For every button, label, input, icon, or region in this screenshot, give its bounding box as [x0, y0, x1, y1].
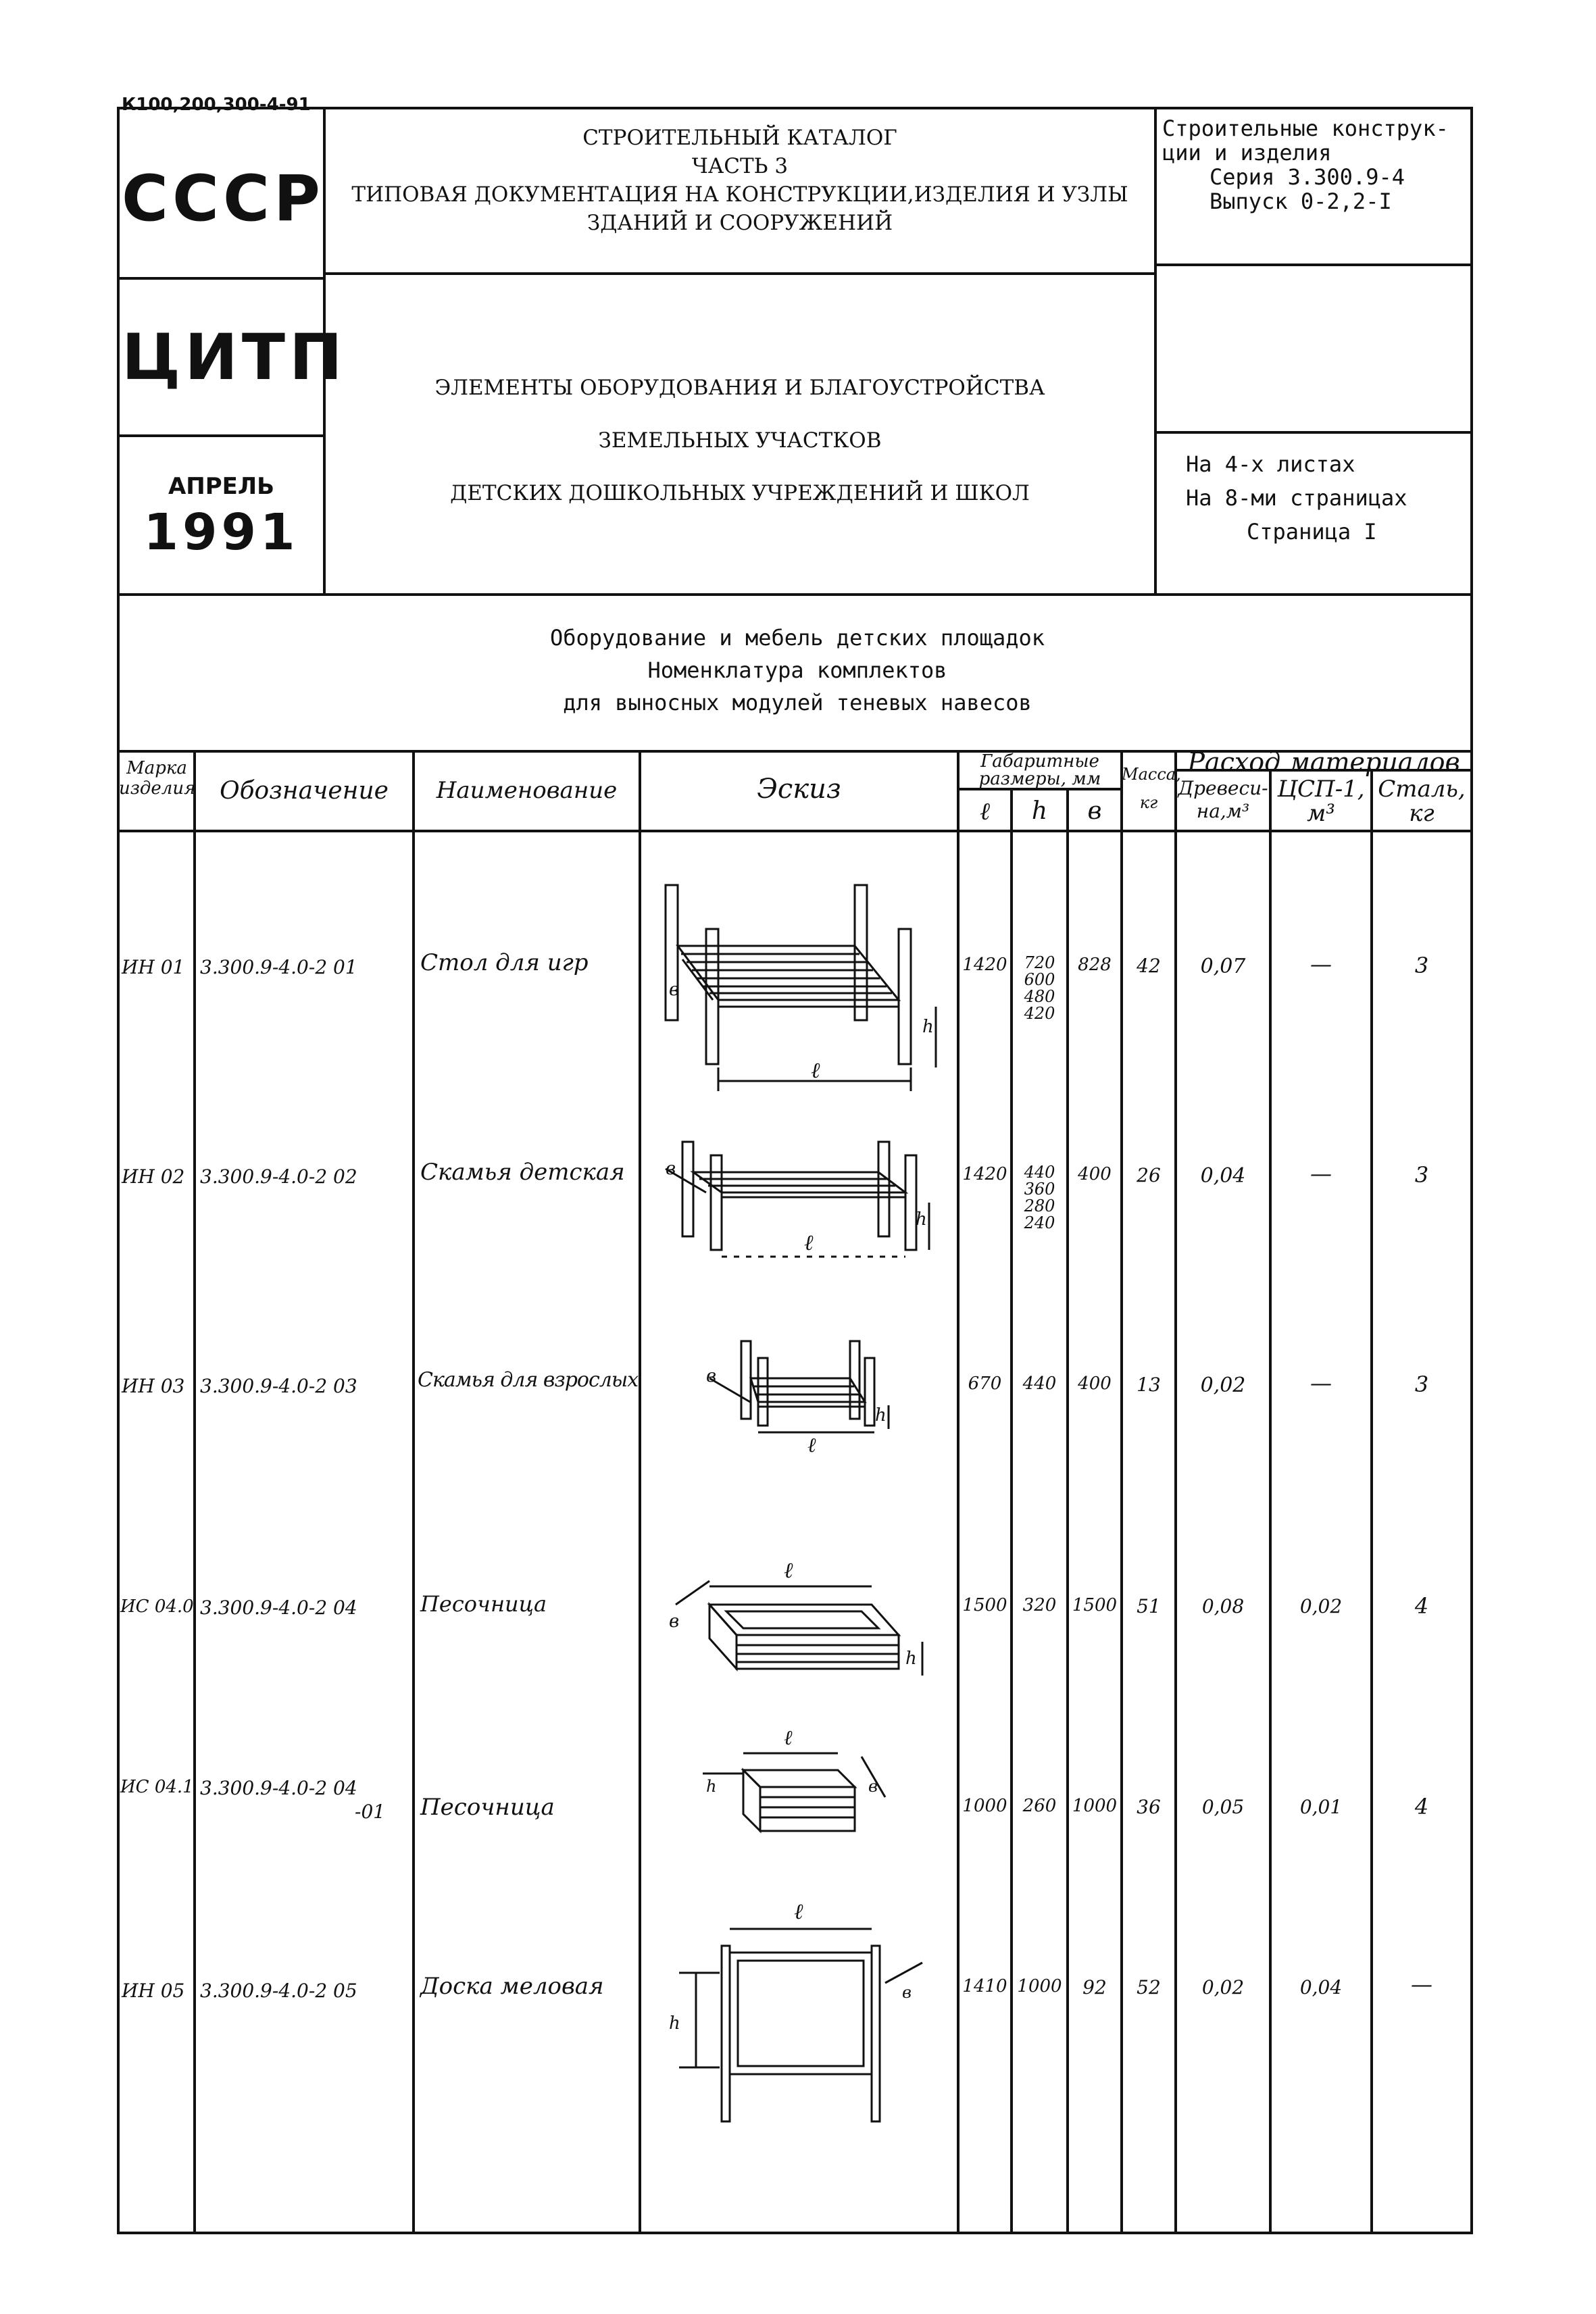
row-csp: 0,04 [1299, 1976, 1343, 1998]
catalog-line-4: ЗДАНИЙ И СООРУЖЕНИЙ [587, 211, 893, 235]
month-label: АПРЕЛЬ [168, 473, 275, 500]
sketch-label-b: в [666, 1159, 676, 1179]
row-h-value: 1000 [1017, 1976, 1062, 1996]
row-h-value: 240 [1024, 1213, 1055, 1232]
sketch-adult-bench [709, 1341, 889, 1432]
sketch-children-bench [666, 1142, 929, 1257]
sketch-label-h: h [905, 1649, 917, 1669]
sketch-label-b: в [669, 1611, 680, 1632]
row-b: 92 [1082, 1976, 1107, 1998]
row-mark: ИС 04.0 [120, 1596, 194, 1617]
row-l: 1420 [962, 1164, 1007, 1184]
row-mark: ИС 04.1 [120, 1777, 194, 1797]
row-h-value: 480 [1024, 987, 1055, 1006]
row-steel: 3 [1414, 953, 1429, 978]
header-mass-line-2: кг [1139, 793, 1158, 812]
sketch-game-table [666, 885, 936, 1091]
sketch-label-l: ℓ [804, 1230, 814, 1255]
catalog-line-2: ЧАСТЬ 3 [691, 154, 789, 178]
row-name: Стол для игр [420, 949, 589, 976]
subject-line-2: ЗЕМЕЛЬНЫХ УЧАСТКОВ [598, 428, 882, 453]
row-csp: 0,02 [1299, 1595, 1343, 1617]
row-mark: ИН 02 [122, 1165, 185, 1188]
row-h-value: 720 [1024, 953, 1055, 972]
row-b: 400 [1078, 1164, 1112, 1184]
header-wood-line-2: на,м³ [1196, 800, 1250, 822]
row-steel: — [1411, 1971, 1432, 1997]
sheets-line-1: На 4-х листах [1186, 451, 1355, 477]
header-materials: Расход материалов [1187, 747, 1460, 777]
sketch-label-b: в [868, 1777, 878, 1796]
row-l: 1410 [962, 1976, 1007, 1996]
row-designation: 3.300.9-4.0-2 01 [200, 956, 357, 978]
row-name: Песочница [420, 1591, 547, 1617]
series-line-1: Строительные конструк- [1162, 116, 1449, 141]
row-wood: 0,02 [1201, 1976, 1245, 1998]
sketch-label-l: ℓ [794, 1898, 803, 1924]
subject-line-1: ЭЛЕМЕНТЫ ОБОРУДОВАНИЯ И БЛАГОУСТРОЙСТВА [434, 376, 1045, 400]
row-b: 1500 [1072, 1595, 1118, 1615]
row-mass: 42 [1137, 955, 1161, 977]
header-csp-line-2: м³ [1307, 800, 1335, 827]
row-wood: 0,07 [1200, 955, 1246, 978]
row-mass: 26 [1137, 1164, 1161, 1186]
row-name: Скамья для взрослых [418, 1368, 639, 1392]
row-designation-suffix: -01 [355, 1801, 386, 1823]
row-csp: 0,01 [1299, 1796, 1343, 1818]
row-h-value: 320 [1022, 1595, 1057, 1615]
header-csp-line-1: ЦСП-1, [1277, 776, 1365, 803]
row-designation: 3.300.9-4.0-2 04 [200, 1596, 357, 1619]
row-mass: 51 [1137, 1595, 1161, 1617]
sketch-label-h: h [706, 1777, 717, 1796]
row-h-value: 420 [1024, 1004, 1055, 1023]
sketch-label-h: h [669, 2013, 680, 2034]
header-mark-line-1: Марка [126, 758, 187, 778]
sketch-label-h: h [875, 1405, 887, 1426]
header-designation: Обозначение [220, 777, 389, 805]
row-name: Песочница [420, 1794, 555, 1821]
sketch-sandbox-large [676, 1581, 922, 1676]
row-l: 1420 [962, 955, 1007, 975]
row-h-value: 360 [1024, 1180, 1055, 1199]
sketch-label-b: в [902, 1983, 912, 2002]
sketch-label-b: в [669, 980, 680, 1000]
row-b: 1000 [1072, 1796, 1118, 1816]
sketch-label-h: h [916, 1209, 927, 1230]
row-h-value: 600 [1024, 970, 1055, 989]
subject-line-3: ДЕТСКИХ ДОШКОЛЬНЫХ УЧРЕЖДЕНИЙ И ШКОЛ [450, 481, 1030, 505]
row-b: 828 [1078, 955, 1112, 975]
row-l: 670 [968, 1374, 1002, 1394]
catalog-line-3: ТИПОВАЯ ДОКУМЕНТАЦИЯ НА КОНСТРУКЦИИ,ИЗДЕЛИЯ И УЗЛЫ [351, 182, 1128, 207]
sketch-label-l: ℓ [784, 1726, 793, 1750]
sketch-chalkboard [679, 1929, 922, 2121]
institute-label: ЦИТП [122, 321, 347, 395]
row-csp: — [1310, 1370, 1332, 1396]
section-line-2: Номенклатура комплектов [647, 657, 947, 683]
sketch-label-h: h [922, 1017, 934, 1037]
header-name: Наименование [436, 777, 618, 804]
catalog-line-1: СТРОИТЕЛЬНЫЙ КАТАЛОГ [582, 126, 897, 150]
sketch-label-l: ℓ [784, 1557, 793, 1583]
doc-code: К100,200,300-4-91 [122, 95, 311, 115]
row-steel: 3 [1414, 1162, 1429, 1188]
row-mass: 52 [1137, 1976, 1161, 1998]
row-h-value: 260 [1022, 1796, 1057, 1816]
row-mark: ИН 03 [122, 1375, 185, 1397]
row-mass: 36 [1137, 1796, 1161, 1818]
series-line-2: ции и изделия [1162, 140, 1332, 166]
header-dims-line-1: Габаритные [980, 751, 1099, 772]
row-mass: 13 [1137, 1374, 1161, 1396]
header-dim-b: в [1087, 797, 1102, 825]
header-wood-line-1: Древеси- [1178, 777, 1268, 799]
header-steel-line-1: Сталь, [1378, 776, 1466, 803]
header-dim-l: ℓ [980, 798, 990, 826]
header-dim-h: h [1031, 797, 1048, 825]
sheets-line-2: На 8-ми страницах [1186, 485, 1407, 511]
row-name: Доска меловая [420, 1973, 604, 2000]
row-csp: — [1310, 951, 1332, 977]
row-steel: 4 [1414, 1794, 1429, 1819]
section-line-3: для выносных модулей теневых навесов [563, 690, 1032, 715]
row-h-value: 440 [1024, 1163, 1055, 1182]
series-line-4: Выпуск 0-2,2-I [1210, 188, 1392, 214]
row-mark: ИН 05 [122, 1980, 185, 2002]
header-steel-line-2: кг [1409, 800, 1435, 827]
series-line-3: Серия 3.300.9-4 [1210, 164, 1405, 190]
row-b: 400 [1078, 1374, 1112, 1394]
row-wood: 0,05 [1201, 1796, 1245, 1818]
row-mark: ИН 01 [122, 956, 185, 978]
sketch-label-b: в [706, 1366, 717, 1386]
row-l: 1000 [962, 1796, 1007, 1816]
row-l: 1500 [962, 1595, 1007, 1615]
sheets-line-3: Страница I [1247, 519, 1377, 545]
row-designation: 3.300.9-4.0-2 03 [200, 1375, 357, 1397]
row-steel: 3 [1414, 1372, 1429, 1397]
sketch-label-l: ℓ [807, 1434, 816, 1457]
country-label: СССР [122, 162, 324, 236]
sketch-label-l: ℓ [811, 1057, 820, 1083]
row-designation: 3.300.9-4.0-2 05 [200, 1980, 357, 2002]
row-designation: 3.300.9-4.0-2 02 [200, 1165, 357, 1188]
row-designation: 3.300.9-4.0-2 04 [200, 1777, 357, 1799]
section-line-1: Оборудование и мебель детских площадок [549, 625, 1045, 651]
header-dims-line-2: размеры, мм [978, 769, 1101, 789]
row-h-value: 280 [1024, 1197, 1055, 1215]
row-wood: 0,08 [1201, 1595, 1245, 1617]
row-steel: 4 [1414, 1593, 1429, 1619]
sketch-sandbox-small [703, 1753, 885, 1831]
header-mark-line-2: изделия [119, 778, 196, 799]
row-name: Скамья детская [420, 1159, 625, 1186]
row-wood: 0,02 [1200, 1374, 1246, 1397]
header-sketch: Эскиз [757, 774, 841, 805]
year-label: 1991 [143, 503, 299, 561]
header-mass-line-1: Масса, [1122, 765, 1181, 784]
row-h-value: 440 [1022, 1374, 1057, 1394]
row-wood: 0,04 [1200, 1164, 1246, 1188]
row-csp: — [1310, 1161, 1332, 1186]
